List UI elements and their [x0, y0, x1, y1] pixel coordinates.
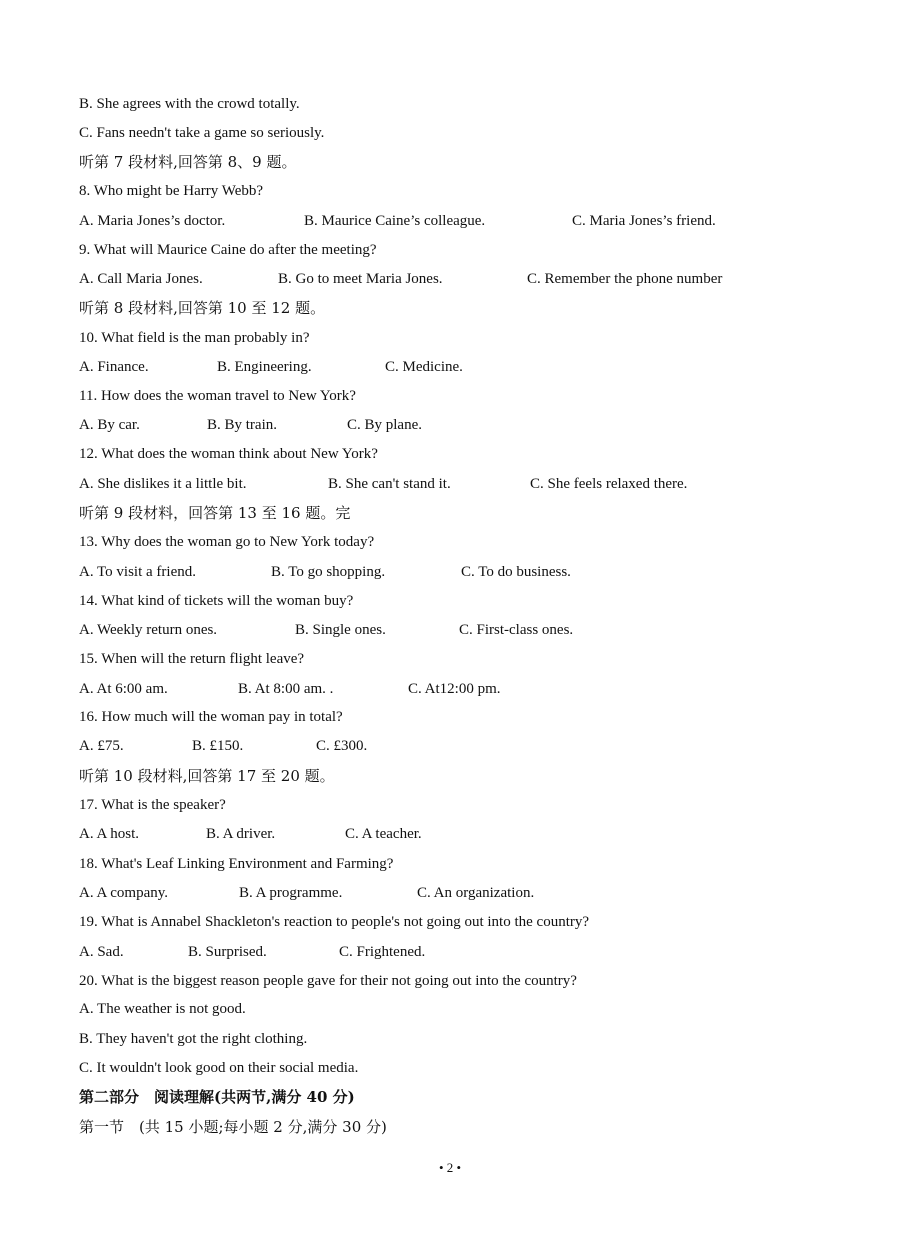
section-instruction: 听第 8 段材料,回答第 10 至 12 题。	[79, 299, 326, 317]
option-c: C. A teacher.	[345, 826, 422, 842]
option-b: B. Surprised.	[188, 944, 267, 960]
option-b: B. A driver.	[206, 826, 276, 842]
option-b: B. At 8:00 am. .	[238, 681, 334, 697]
option-a: A. A company.	[79, 885, 169, 901]
option-b: B. To go shopping.	[271, 564, 386, 580]
option-a: A. To visit a friend.	[79, 564, 196, 580]
option-b: B. She can't stand it.	[328, 476, 451, 492]
option-a: A. By car.	[79, 417, 140, 433]
question: 10. What field is the man probably in?	[79, 330, 310, 346]
option-a: A. Weekly return ones.	[79, 622, 218, 638]
option-a: A. Call Maria Jones.	[79, 271, 203, 287]
answer-option: B. They haven't got the right clothing.	[79, 1031, 308, 1047]
part-heading: 第二部分 阅读理解(共两节,满分 40 分)	[79, 1088, 355, 1106]
question: 14. What kind of tickets will the woman buy?	[79, 593, 354, 609]
question: 15. When will the return flight leave?	[79, 651, 305, 667]
option-c: C. Remember the phone number	[527, 271, 723, 287]
option-a: A. Sad.	[79, 944, 124, 960]
question: 20. What is the biggest reason people gave for their not going out into the country?	[79, 973, 577, 989]
option-c: C. By plane.	[347, 417, 422, 433]
question: 18. What's Leaf Linking Environment and Farming?	[79, 856, 394, 872]
option-c: C. First-class ones.	[459, 622, 574, 638]
option-a: A. Finance.	[79, 359, 149, 375]
option-b: B. Go to meet Maria Jones.	[278, 271, 443, 287]
option-a: A. She dislikes it a little bit.	[79, 476, 247, 492]
page-number: • 2 •	[438, 1160, 462, 1175]
section-instruction: 听第 9 段材料，回答第 13 至 16 题。完	[79, 504, 351, 522]
answer-option: B. She agrees with the crowd totally.	[79, 96, 300, 112]
answer-option: C. Fans needn't take a game so seriously.	[79, 125, 325, 141]
question: 17. What is the speaker?	[79, 797, 226, 813]
option-a: A. A host.	[79, 826, 140, 842]
option-a: A. At 6:00 am.	[79, 681, 168, 697]
question: 19. What is Annabel Shackleton's reaction to people's not going out into the country?	[79, 914, 590, 930]
section-instruction: 听第 7 段材料,回答第 8、9 题。	[79, 153, 297, 171]
option-c: C. Frightened.	[339, 944, 426, 960]
option-b: B. £150.	[192, 738, 244, 754]
option-c: C. An organization.	[417, 885, 535, 901]
option-b: B. By train.	[207, 417, 277, 433]
question: 11. How does the woman travel to New York?	[79, 388, 356, 404]
option-a: A. £75.	[79, 738, 124, 754]
option-b: B. Engineering.	[217, 359, 312, 375]
question: 16. How much will the woman pay in total?	[79, 709, 343, 725]
section-instruction: 听第 10 段材料,回答第 17 至 20 题。	[79, 767, 335, 785]
option-c: C. £300.	[316, 738, 368, 754]
option-c: C. To do business.	[461, 564, 571, 580]
option-c: C. Medicine.	[385, 359, 463, 375]
option-c: C. At12:00 pm.	[408, 681, 501, 697]
option-a: A. Maria Jones’s doctor.	[79, 213, 226, 229]
question: 13. Why does the woman go to New York today?	[79, 534, 375, 550]
section-heading: 第一节 (共 15 小题;每小题 2 分,满分 30 分)	[79, 1118, 387, 1136]
option-b: B. Single ones.	[295, 622, 386, 638]
question: 8. Who might be Harry Webb?	[79, 183, 264, 199]
answer-option: A. The weather is not good.	[79, 1001, 246, 1017]
question: 12. What does the woman think about New York?	[79, 446, 378, 462]
question: 9. What will Maurice Caine do after the meeting?	[79, 242, 377, 258]
option-c: C. She feels relaxed there.	[530, 476, 688, 492]
option-b: B. A programme.	[239, 885, 343, 901]
option-c: C. Maria Jones’s friend.	[572, 213, 716, 229]
answer-option: C. It wouldn't look good on their social media.	[79, 1060, 359, 1076]
option-b: B. Maurice Caine’s colleague.	[304, 213, 486, 229]
